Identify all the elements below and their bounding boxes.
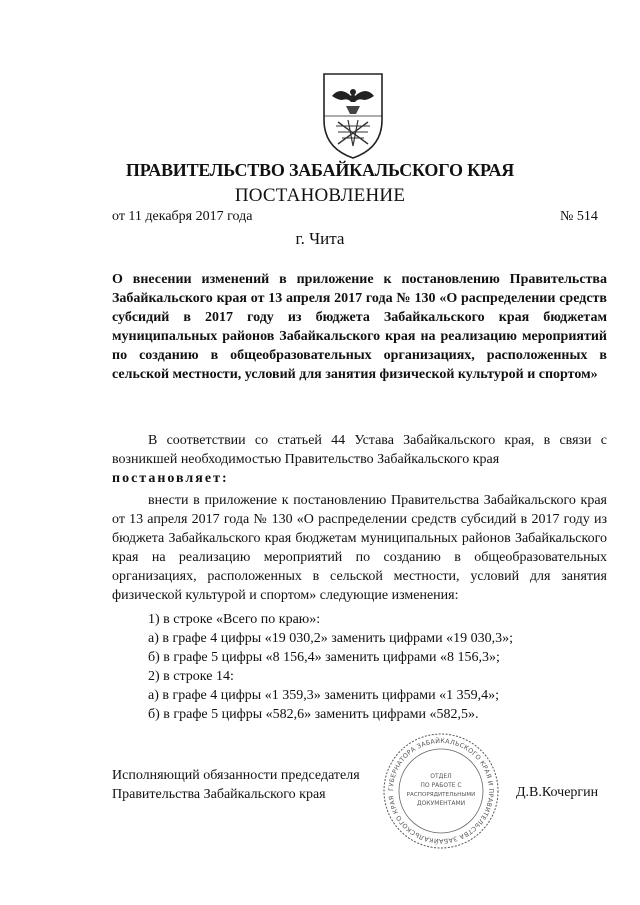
coat-of-arms-emblem	[318, 70, 388, 160]
decree-body	[112, 491, 607, 605]
decree-word: постановляет:	[112, 471, 229, 486]
preamble-text: В соответствии со статьей 44 Устава Забайкальского края, в связи с возникшей необходимостью Правительство Забайкальского края	[112, 433, 607, 467]
amendment-list	[148, 610, 513, 724]
document-number: № 514	[560, 209, 598, 224]
list-item: б) в графе 5 цифры «582,6» заменить цифрами «582,5».	[148, 707, 479, 722]
stamp-center-line: ДОКУМЕНТАМИ	[416, 800, 466, 807]
signatory-name: Д.В.Кочергин	[516, 785, 599, 800]
document-type: ПОСТАНОВЛЕНИЕ	[234, 185, 406, 206]
list-item: 1) в строке «Всего по краю»:	[148, 612, 321, 627]
list-item: б) в графе 5 цифры «8 156,4» заменить цифрами «8 156,3»;	[148, 650, 500, 665]
svg-text:ГУБЕРНАТОРА ЗАБАЙКАЛЬСКОГО КРА	[388, 736, 494, 846]
signatory-position-line: Правительства Забайкальского края	[112, 787, 326, 802]
document-city: г. Чита	[295, 229, 345, 248]
signatory-position	[112, 766, 360, 804]
document-date: от 11 декабря 2017 года	[112, 209, 253, 224]
list-item: а) в графе 4 цифры «19 030,2» заменить цифрами «19 030,3»;	[148, 631, 514, 646]
document-subject: О внесении изменений в приложение к постановлению Правительства Забайкальского края от 13 апреля 2017 года № 130 «О распределении средств субсидий в 2017 году из бюджета Забайкальского края бюджетам муниципальных районов Забайкальского края на реализацию мероприятий по созданию в общеобразовательных организациях, расположенных в сельской местности, условий для занятия физической культурой и спортом»	[112, 272, 607, 382]
government-title: ПРАВИТЕЛЬСТВО ЗАБАЙКАЛЬСКОГО КРАЯ	[125, 160, 515, 180]
stamp-center-line: ОТДЕЛ	[430, 773, 452, 780]
list-item: 2) в строке 14:	[148, 669, 234, 684]
stamp-ring-text: ГУБЕРНАТОРА ЗАБАЙКАЛЬСКОГО КРАЯ И ПРАВИТЕЛЬСТВА ЗАБАЙКАЛЬСКОГО КРАЯ	[387, 737, 495, 845]
preamble	[112, 431, 607, 488]
office-stamp	[380, 732, 502, 850]
list-item: а) в графе 4 цифры «1 359,3» заменить цифрами «1 359,4»;	[148, 688, 500, 703]
stamp-center-line: РАСПОРЯДИТЕЛЬНЫМИ	[406, 792, 476, 798]
decree-main-text: внести в приложение к постановлению Правительства Забайкальского края от 13 апреля 2017 года № 130 «О распределении средств субсидий в 2017 году из бюджета Забайкальского края бюджетам муниципальных районов Забайкальского края на реализацию мероприятий по созданию в общеобразовательных организациях, расположенных в сельской местности, условий для занятия физической культурой и спортом» следующие изменения:	[112, 493, 607, 603]
stamp-center-line: ПО РАБОТЕ С	[420, 782, 462, 789]
signatory-position-line: Исполняющий обязанности председателя	[112, 768, 360, 783]
